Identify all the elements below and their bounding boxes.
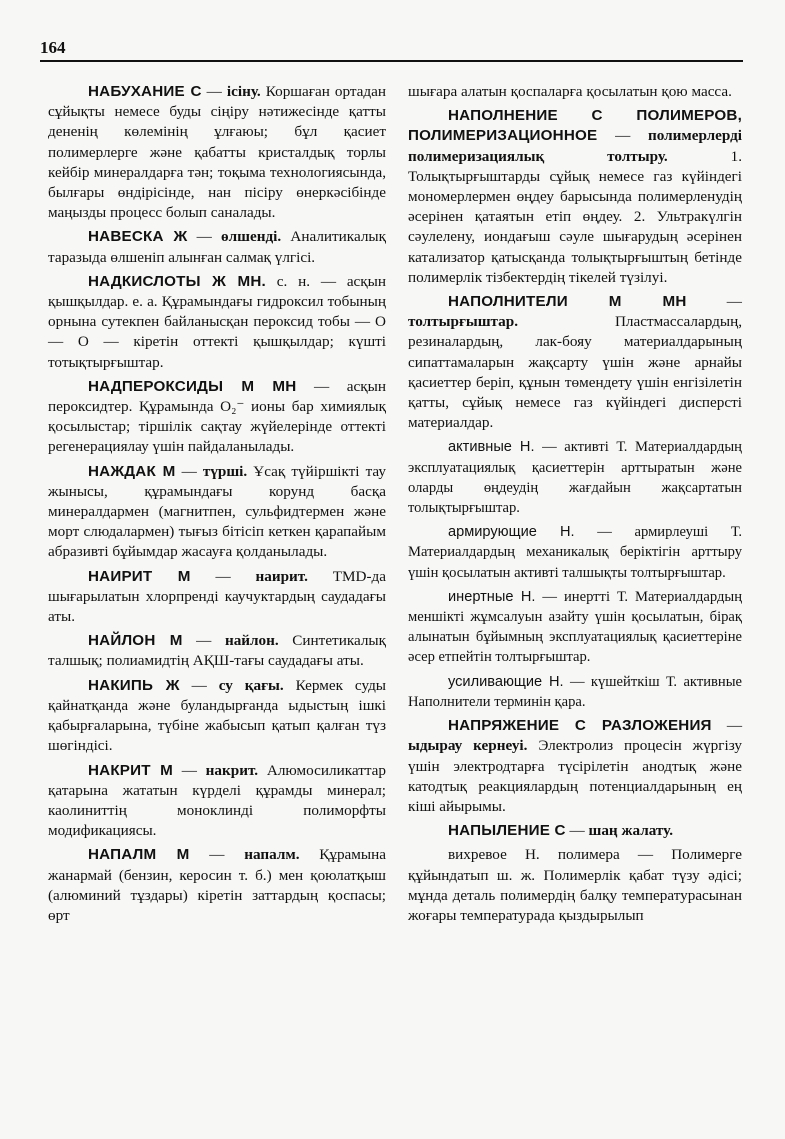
dictionary-entry	[48, 377, 386, 458]
entry-definition: асқын пероксидтер. Құрамында O₂⁻ ионы бар химиялық қосылыстар; тіршілік сақтау жүйелерінде оттекті регенерациялау үшін пайдаланылады.	[48, 377, 386, 456]
entry-definition: с. н. — асқын қышқылдар. е. а. Құрамындағы гидроксил тобының орнына сутекпен байланысқан пероксид тобы — О — О — кіретін оттекті қышқылдар; күшті тотықтырғыштар.	[48, 272, 387, 371]
entry-headword: НАЖДАК М	[88, 462, 176, 480]
entry-headword: НАБУХАНИЕ С	[88, 83, 202, 100]
entry-separator: —	[182, 632, 225, 650]
dictionary-entry	[408, 716, 742, 817]
entry-headword: НАЙЛОН М	[88, 632, 183, 650]
entry-translation: түрші.	[202, 462, 248, 480]
dictionary-entry	[48, 631, 386, 671]
entry-separator: —	[187, 228, 222, 246]
entry-translation: су қағы.	[218, 676, 284, 694]
dictionary-entry	[48, 845, 386, 926]
entry-definition: шығара алатын қоспаларға қосылатын қою масса.	[408, 83, 732, 100]
entry-definition: TMD-да шығарылатын хлорпренді каучуктардың саудадағы аты.	[48, 567, 386, 626]
entry-separator: —	[189, 846, 245, 864]
dictionary-entry	[48, 82, 386, 223]
entry-translation: ыдырау кернеуі.	[408, 737, 528, 755]
entry-headword: НАИРИТ М	[88, 567, 191, 585]
header-rule	[40, 60, 743, 62]
dictionary-entry	[408, 845, 742, 926]
entry-separator: —	[179, 676, 219, 694]
entry-definition: Аналитикалық таразыда өлшеніп алынған салмақ үлгісі.	[48, 228, 386, 266]
subentry	[408, 437, 742, 518]
subentry-definition: — күшейткіш Т. активные Наполнители терминін қара.	[408, 673, 742, 710]
entry-definition: вихревое Н. полимера — Полимерге құйындатып ш. ж. Полимерлік қабат түзу әдісі; мұнда деталь полимердің балқу температурасынан жоғары температурада қыздырылып	[408, 846, 742, 924]
entry-translation: найлон.	[224, 632, 279, 650]
entry-definition: Ұсақ түйіршікті тау жынысы, құрамындағы корунд басқа минералдармен (магнитпен, сульфидтермен және морт слюдалармен) тығыз бітісіп кеткен қарапайым абразивті бұйымдар жасауға қолданылады.	[48, 462, 386, 561]
entry-headword: НАКИПЬ Ж	[88, 676, 180, 694]
entry-separator: —	[597, 127, 649, 145]
entry-headword: НАДКИСЛОТЫ Ж МН.	[88, 272, 266, 290]
entry-definition: Коршаған ортадан сұйықты немесе буды сіңіру нәтижесінде қатты дененің көлемінің ұлғаюы; бұл қасиет полимерлерге және қабатты кристалдық торлы кейбір минералдарға тән; тоқыма технологиясында, былғары өндірісінде, нан пісіру өнеркәсібінде маңызды процесс болып саналады.	[48, 83, 387, 222]
entry-definition: Синтетикалық талшық; полиамидтің АҚШ-тағы саудадағы аты.	[48, 632, 387, 670]
dictionary-entry	[48, 227, 386, 267]
subentry-term: усиливающие Н.	[448, 673, 564, 690]
subentry	[408, 587, 742, 668]
dictionary-entry	[48, 272, 386, 373]
entry-headword: НАПОЛНЕНИЕ С ПОЛИМЕРОВ, ПОЛИМЕРИЗАЦИОННОЕ	[408, 107, 742, 145]
right-column-subentries	[408, 437, 742, 712]
entry-translation: напалм.	[244, 846, 300, 864]
entry-headword: НАПАЛМ М	[88, 846, 190, 864]
dictionary-entry	[48, 676, 386, 757]
left-column	[48, 82, 386, 930]
entry-headword: НАДПЕРОКСИДЫ М МН	[88, 377, 297, 395]
entry-translation: өлшенді.	[221, 228, 282, 246]
entry-definition: Электролиз процесін жүргізу үшін электродтарға түсірілетін анодтық және катодтық реакциялардың потенциалдарының ең кіші айырымы.	[408, 737, 742, 815]
entry-translation: полимерлерді полимеризациялық толтыру.	[408, 127, 742, 165]
entry-headword: НАПОЛНИТЕЛИ М МН	[448, 293, 687, 311]
entry-separator: —	[565, 822, 589, 840]
subentry	[408, 522, 742, 583]
right-column-entries	[408, 82, 742, 433]
entry-separator: —	[686, 293, 742, 311]
entry-headword: НАПРЯЖЕНИЕ С РАЗЛОЖЕНИЯ	[448, 717, 712, 735]
right-column	[408, 82, 742, 930]
entry-headword: НАКРИТ М	[88, 761, 173, 779]
page-number: 164	[40, 38, 66, 57]
entry-separator: —	[201, 83, 227, 100]
subentry-term: инертные Н.	[448, 588, 536, 605]
entry-translation: шаң жалату.	[588, 822, 674, 840]
entry-separator: —	[175, 462, 203, 480]
entry-translation: накрит.	[205, 761, 259, 779]
right-column-entries-tail	[408, 716, 742, 926]
entry-separator: —	[172, 761, 206, 779]
dictionary-entry	[408, 82, 742, 102]
entry-translation: наирит.	[255, 567, 308, 585]
entry-separator: —	[190, 567, 256, 585]
subentry	[408, 672, 742, 712]
subentry-definition: — армирлеуші Т. Материалдардың механикалық беріктігін арттыру үшін қосылатын активті талшықты толтырғыштар.	[408, 524, 742, 581]
entry-separator: —	[296, 377, 347, 395]
entry-translation: ісіну.	[226, 83, 261, 100]
entry-definition: 1. Толықтырғыштарды сұйық немесе газ күйіндегі мономерлермен өңдеу барысында полимерленудің әсерінен қатаятын етіп өңдеу. 2. Ультракүлгін сәулелену, иондағыш сәуле шығарудың әсерінен катализатор қатысқанда толықтырғыштың бетінде полимерлік тізбектердің тікелей түзілуі.	[408, 147, 742, 286]
entry-definition: Алюмосиликаттар қатарына жататын күрделі құрамды минерал; каолиниттің моноклинді полиморфты модификациясы.	[48, 761, 386, 840]
entry-headword: НАВЕСКА Ж	[88, 228, 188, 246]
dictionary-entry	[408, 821, 742, 841]
subentry-definition: — инертті Т. Материалдардың меншікті жұмсалуын азайту үшін қосылатын, бірақ алынатын бұйымның эксплуатациялық қасиеттеріне әсер етпейтін толтырғыштар.	[408, 588, 743, 666]
dictionary-entry	[48, 567, 386, 628]
entry-definition: Кермек суды қайнатқанда және буландырғанда ыдыстың ішкі қабырғаларына, түбіне жабысып қатып қалған түз шөгіндісі.	[48, 676, 387, 755]
entry-separator	[266, 273, 277, 290]
entry-definition: Құрамына жанармай (бензин, керосин т. б.) мен қоюлатқыш (алюминий тұздары) кіретін заттардың қоспасы; өрт	[48, 846, 386, 924]
subentry-definition: — активті Т. Материалдардың эксплуатациялық қасиеттерін арттыратын және оларды өңдеудің жағдайын жақсартатын толықтырғыштар.	[408, 439, 742, 517]
dictionary-entry	[408, 292, 742, 433]
entry-definition: Пластмассалардың, резиналардың, лак-бояу материалдарының сипаттамаларын жақсарту үшін және арнайы қасиеттер беріп, құнын төмендету үшін енгізілетін қатты, сұйық немесе газ күйіндегі дисперсті материалдар.	[408, 313, 742, 432]
entry-headword: НАПЫЛЕНИЕ С	[448, 822, 566, 840]
dictionary-entry	[408, 106, 742, 288]
entry-translation: толтырғыштар.	[408, 313, 518, 331]
dictionary-entry	[48, 761, 386, 842]
subentry-term: активные Н.	[448, 439, 535, 456]
subentry-term: армирующие Н.	[448, 524, 575, 541]
dictionary-entry	[48, 462, 386, 563]
entry-separator: —	[711, 717, 742, 735]
